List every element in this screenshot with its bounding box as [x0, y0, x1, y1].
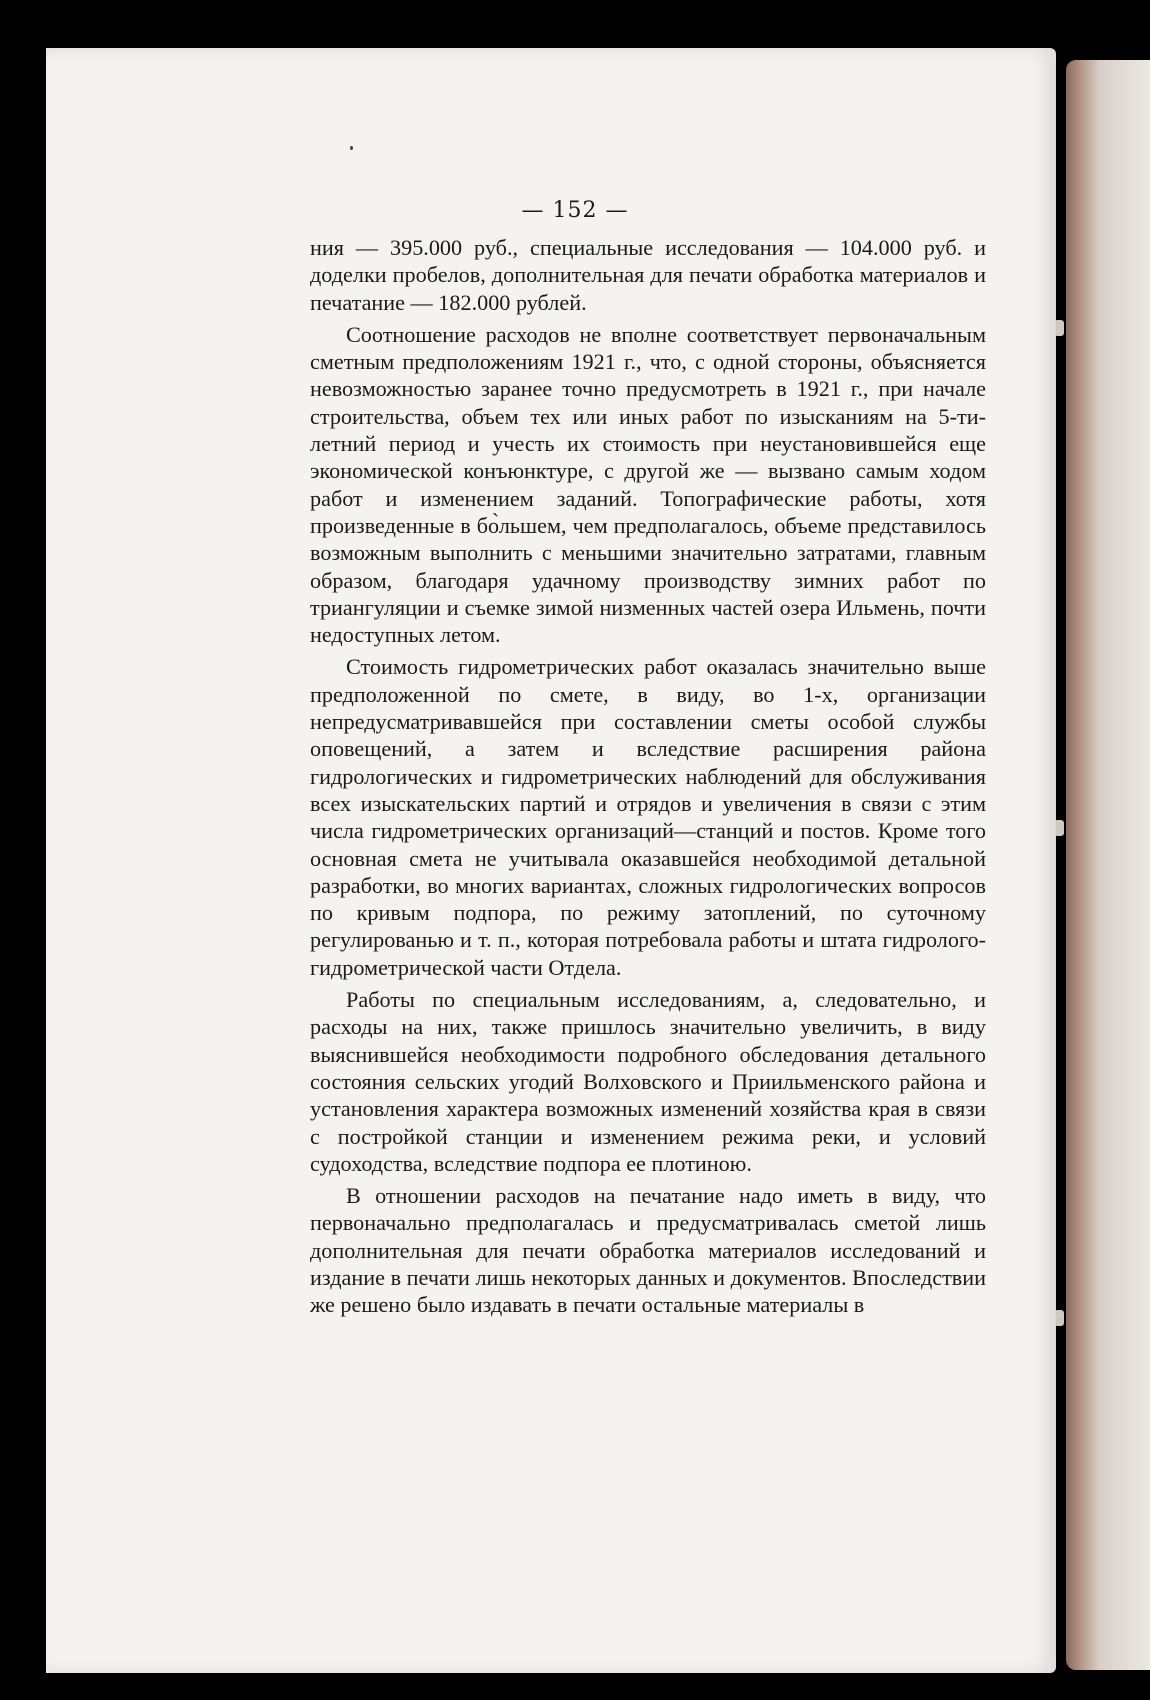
paragraph: Соотношение расходов не вполне соответствует первоначальным сметным предположениям 1921 г., что, с одной стороны, объясняется невозможностью заранее точно предусмотреть в 1921 г., при начале строительства, объем тех или иных работ по изысканиям на 5-ти-летний период и учесть их стоимость при неустановившейся еще экономической конъюнктуре, с другой же — вызвано самым ходом работ и изменением заданий. Топографические работы, хотя произведенные в бо̀льшем, чем предполагалось, объеме представилось возможным выполнить с меньшими значительно затратами, главным образом, благодаря удачному производству зимних работ по триангуляции и съемке зимой низменных частей озера Ильмень, почти недоступных летом.: [310, 321, 986, 648]
paragraph: Стоимость гидрометрических работ оказалась значительно выше предположенной по смете, в виду, во 1-х, организации непредусматривавшейся при составлении сметы особой службы оповещений, а затем и вследствие расширения района гидрологических и гидрометрических наблюдений для обслуживания всех изыскательских партий и отрядов и увеличения в связи с этим числа гидрометрических организаций—станций и постов. Кроме того основная смета не учитывала оказавшейся необходимой детальной разработки, во многих вариантах, сложных гидрологических вопросов по кривым подпора, по режиму затоплений, по суточному регулированью и т. п., которая потребовала работы и штата гидролого-гидрометрической части Отдела.: [310, 654, 986, 980]
paragraph: Работы по специальным исследованиям, а, следовательно, и расходы на них, также пришлось значительно увеличить, в виду выяснившейся необходимости подробного обследования детального состояния сельских угодий Волховского и Приильменского района и установления характера возможных изменений хозяйства края в связи с постройкой станции и изменением режима реки, и условий судоходства, вследствие подпора ее плотиною.: [310, 987, 986, 1176]
ink-speck: [350, 146, 353, 150]
paragraph: В отношении расходов на печатание надо иметь в виду, что первоначально предполагалась и предусматривалась сметой лишь дополнительная для печати обработка материалов исследований и издание в печати лишь некоторых данных и документов. Впоследствии же решено было издавать в печати остальные материалы в: [310, 1183, 986, 1318]
page-body-text: [310, 234, 986, 1319]
page-number: — 152 —: [521, 198, 629, 223]
adjacent-page-edge: [1066, 60, 1150, 1670]
paragraph-continued: ния — 395.000 руб., специальные исследования — 104.000 руб. и доделки пробелов, дополнительная для печати обработка материалов и печатание — 182.000 рублей.: [310, 235, 986, 315]
